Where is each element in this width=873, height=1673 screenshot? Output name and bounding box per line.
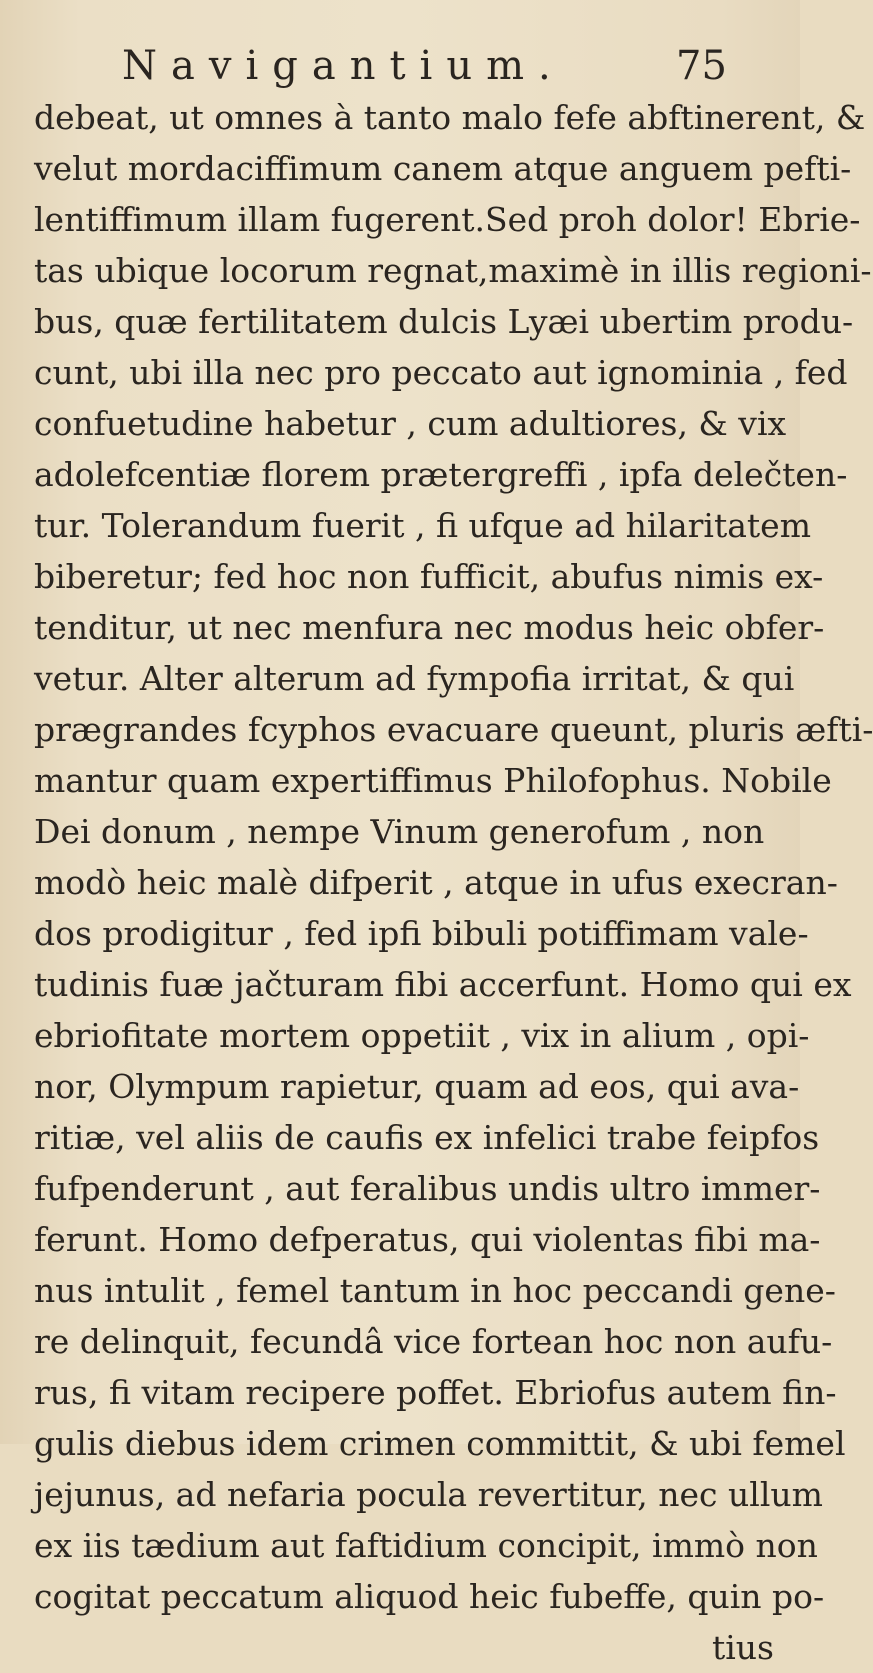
- body-text: [34, 92, 873, 1673]
- text-line: tenditur, ut nec menfura nec modus heic obfer-: [34, 608, 825, 647]
- text-line: tas ubique locorum regnat,maximè in illis regioni-: [34, 251, 872, 290]
- text-line: fufpenderunt , aut feralibus undis ultro immer-: [34, 1169, 821, 1208]
- text-line: Dei donum , nempe Vinum generofum , non: [34, 812, 765, 851]
- text-line: cogitat peccatum aliquod heic fubeffe, quin po-: [34, 1577, 825, 1616]
- running-head-title: Navigantium.: [122, 43, 565, 89]
- text-line: ferunt. Homo defperatus, qui violentas fibi ma-: [34, 1220, 821, 1259]
- text-line: prægrandes fcyphos evacuare queunt, pluris æfti-: [34, 710, 873, 749]
- text-line: gulis diebus idem crimen committit, & ubi femel: [34, 1424, 846, 1463]
- text-line: jejunus, ad nefaria pocula revertitur, nec ullum: [34, 1475, 823, 1514]
- text-line: tudinis fuæ jačturam fibi accerfunt. Homo qui ex: [34, 965, 852, 1004]
- page-number: 75: [676, 43, 727, 89]
- text-line: mantur quam expertiffimus Philofophus. Nobile: [34, 761, 832, 800]
- text-line: ritiæ, vel aliis de caufis ex infelici trabe feipfos: [34, 1118, 820, 1157]
- text-line: debeat, ut omnes à tanto malo fefe abftinerent, &: [34, 98, 866, 137]
- text-line-catchword: tius: [711, 1628, 774, 1667]
- text-line: confuetudine habetur , cum adultiores, & vix: [34, 404, 787, 443]
- text-line: tur. Tolerandum fuerit , fi ufque ad hilaritatem: [34, 506, 811, 545]
- running-head: [0, 40, 800, 92]
- text-line: nus intulit , femel tantum in hoc peccandi gene-: [34, 1271, 836, 1310]
- text-line: rus, fi vitam recipere poffet. Ebriofus autem fin-: [34, 1373, 837, 1412]
- text-line: vetur. Alter alterum ad fympofia irritat, & qui: [34, 659, 795, 698]
- text-line: lentiffimum illam fugerent.Sed proh dolor! Ebrie-: [34, 200, 861, 239]
- text-line: velut mordaciffimum canem atque anguem pefti-: [34, 149, 852, 188]
- text-line: modò heic malè difperit , atque in ufus execran-: [34, 863, 838, 902]
- text-line: biberetur; fed hoc non fufficit, abufus nimis ex-: [34, 557, 824, 596]
- text-line: dos prodigitur , fed ipfi bibuli potiffimam vale-: [34, 914, 809, 953]
- text-line: re delinquit, fecundâ vice fortean hoc non aufu-: [34, 1322, 833, 1361]
- text-line: adolefcentiæ florem prætergreffi , ipfa delečten-: [34, 455, 848, 494]
- text-line: nor, Olympum rapietur, quam ad eos, qui ava-: [34, 1067, 800, 1106]
- text-line: ex iis tædium aut faftidium concipit, immò non: [34, 1526, 818, 1565]
- text-line: bus, quæ fertilitatem dulcis Lyæi ubertim produ-: [34, 302, 854, 341]
- text-line: ebriofitate mortem oppetiit , vix in alium , opi-: [34, 1016, 810, 1055]
- text-line: cunt, ubi illa nec pro peccato aut ignominia , fed: [34, 353, 848, 392]
